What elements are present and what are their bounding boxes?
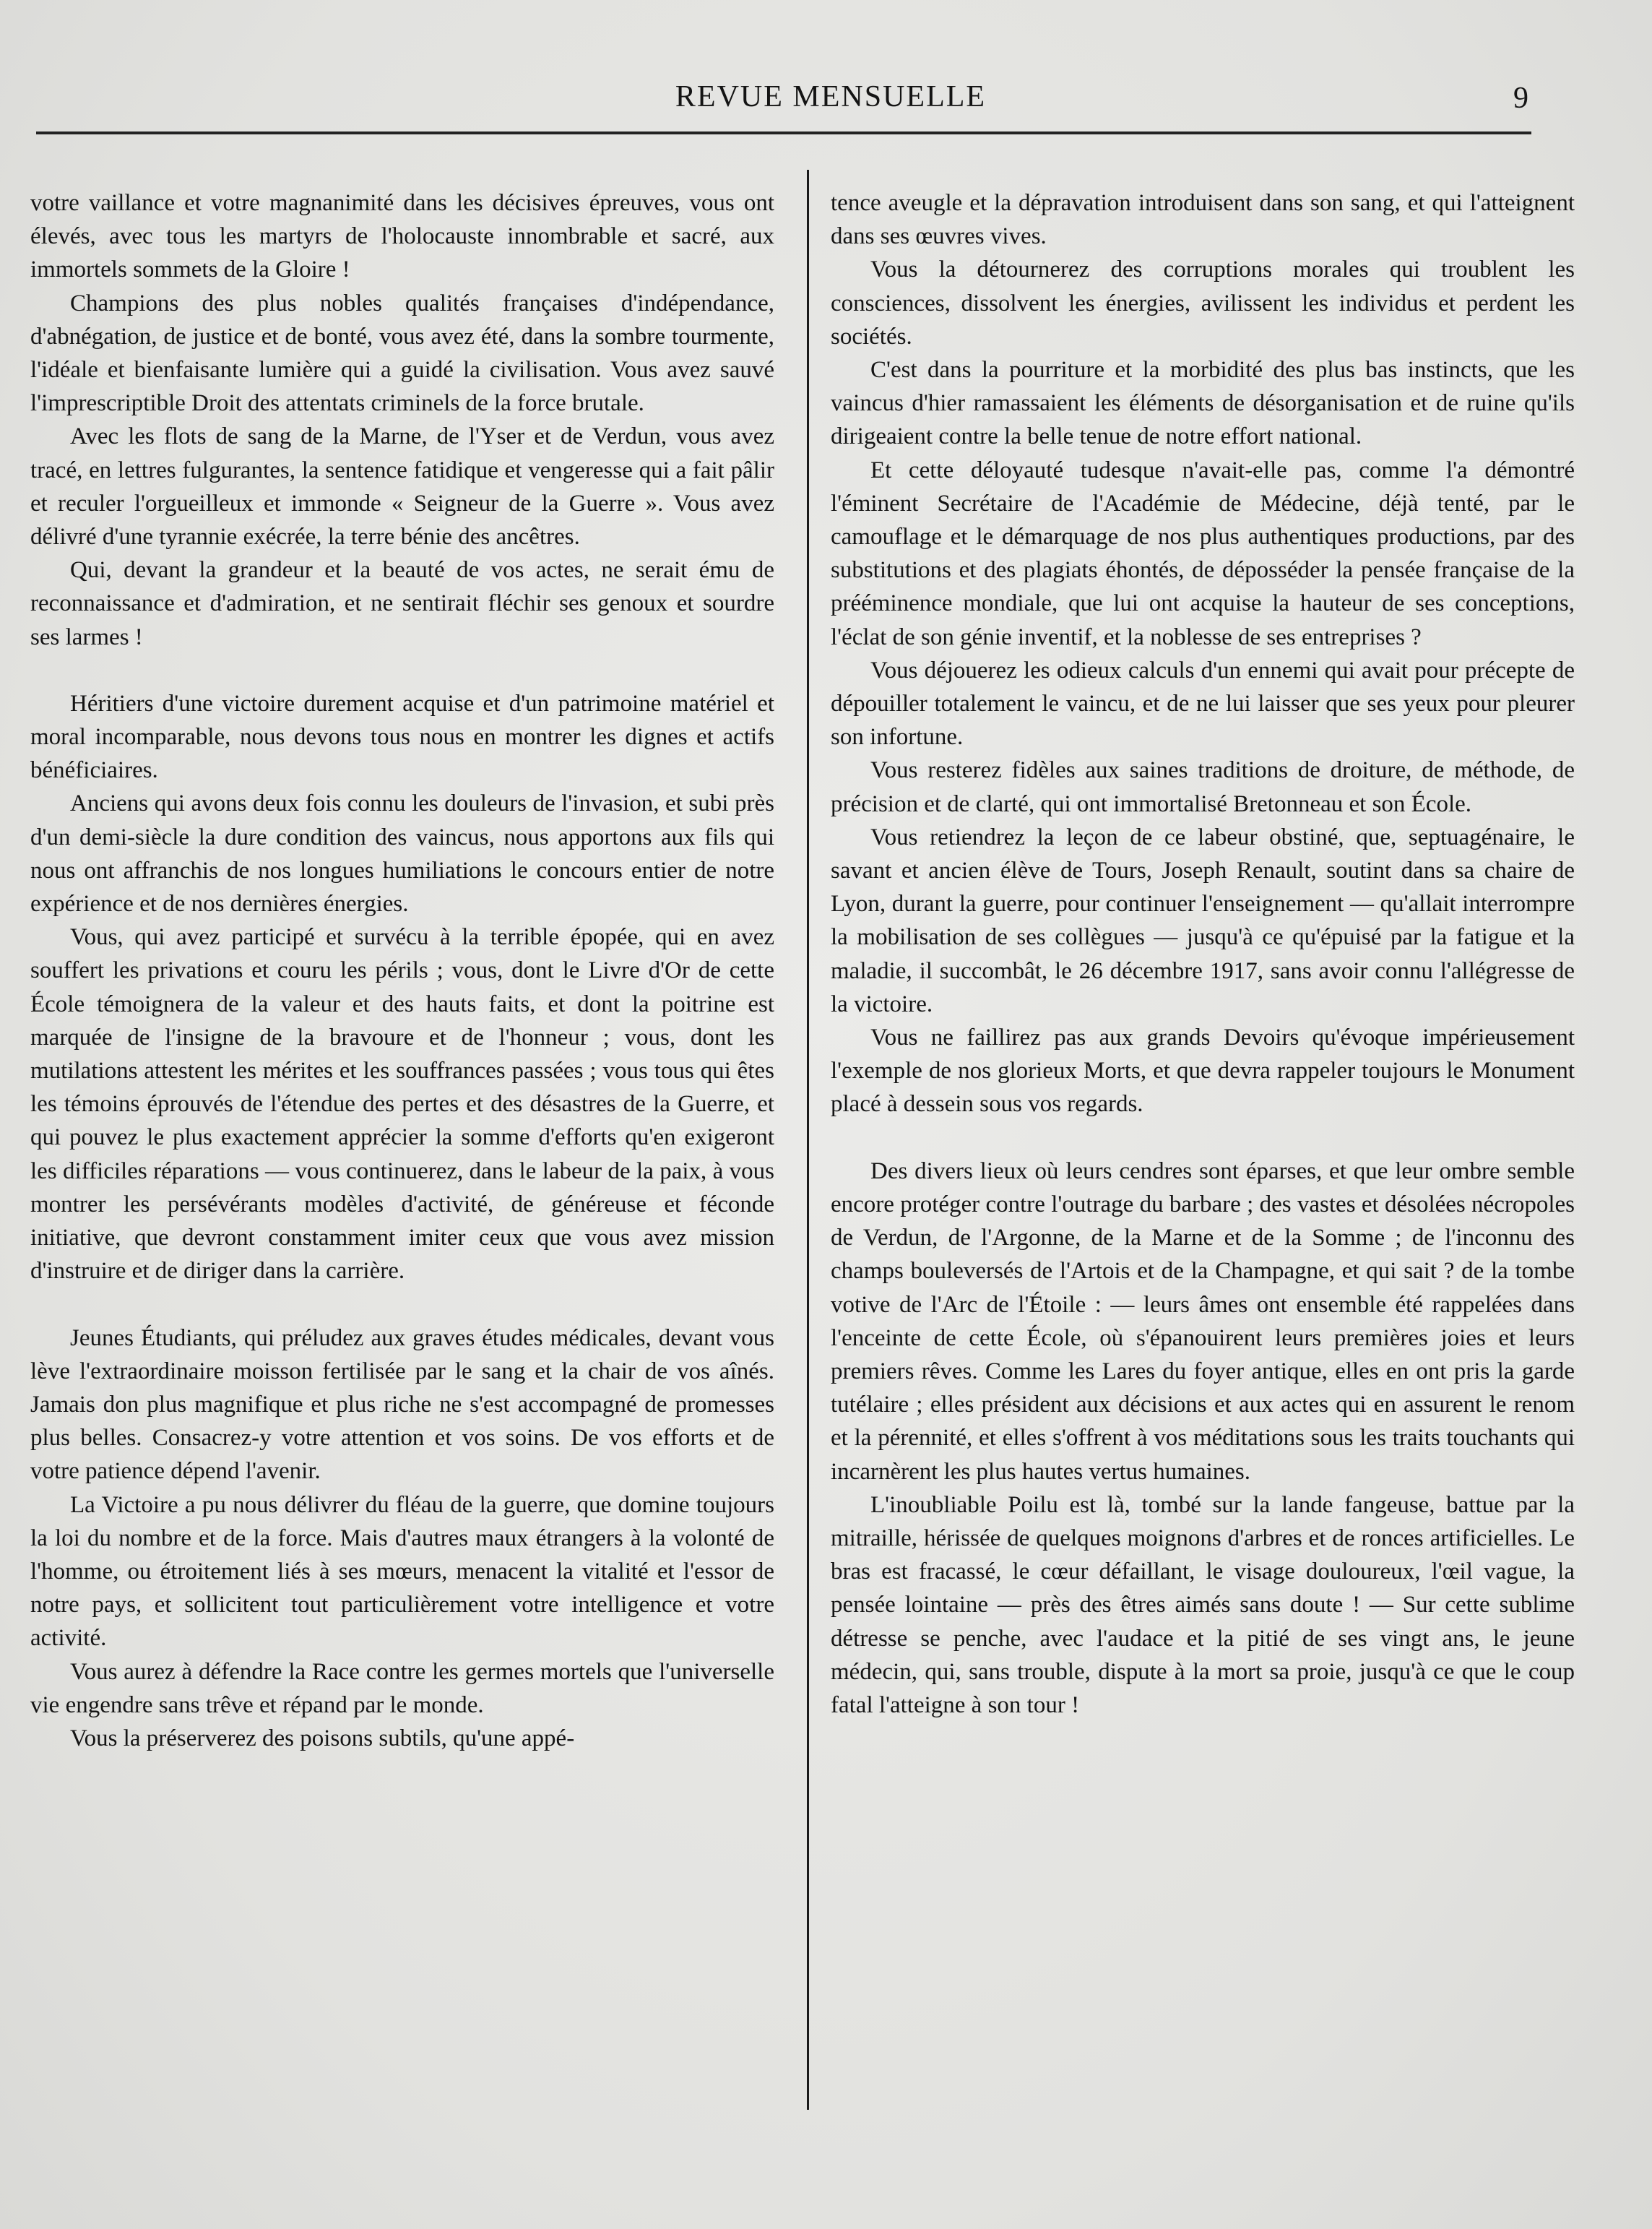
- running-title: REVUE MENSUELLE: [675, 80, 987, 113]
- paragraph: Vous la préserverez des poisons subtils, qu'une appé-: [70, 1725, 575, 1751]
- header-rule: [36, 132, 1531, 134]
- paragraph: Héritiers d'une victoire durement acquise et d'un patrimoine matériel et moral incomparable, nous devons tous nous en montrer les dignes et actifs bénéficiaires.: [30, 690, 774, 784]
- paragraph: Vous déjouerez les odieux calculs d'un ennemi qui avait pour précepte de dépouiller totalement le vaincu, et de ne lui laisser que ses yeux pour pleurer son infortune.: [831, 657, 1575, 751]
- paragraph: Champions des plus nobles qualités françaises d'indépendance, d'abnégation, de justice et de bonté, vous avez été, dans la sombre tourmente, l'idéale et bienfaisante lumière qui a guidé la civilisation. Vous avez sauvé l'imprescriptible Droit des attentats criminels de la force brutale.: [30, 290, 774, 417]
- paragraph: Vous ne faillirez pas aux grands Devoirs qu'évoque impérieusement l'exemple de nos glorieux Morts, et que devra rappeler toujours le Monument placé à dessein sous vos regards.: [831, 1025, 1575, 1118]
- section-gap: [831, 1121, 1575, 1155]
- paragraph: Qui, devant la grandeur et la beauté de vos actes, ne serait ému de reconnaissance et d'admiration, et ne sentirait fléchir ses genoux et sourdre ses larmes !: [30, 557, 774, 650]
- section-gap: [30, 654, 774, 687]
- paragraph: Avec les flots de sang de la Marne, de l'Yser et de Verdun, vous avez tracé, en lettres fulgurantes, la sentence fatidique et vengeresse qui a fait pâlir et reculer l'orgueilleux et immonde « Seigneur de la Guerre ». Vous avez délivré d'une tyrannie exécrée, la terre bénie des ancêtres.: [30, 423, 774, 551]
- section-gap: [30, 1288, 774, 1322]
- right-column: [831, 186, 1575, 1722]
- column-divider: [807, 170, 809, 2110]
- paragraph: Vous aurez à défendre la Race contre les germes mortels que l'universelle vie engendre sans trêve et répand par le monde.: [30, 1658, 774, 1718]
- left-column: [30, 186, 774, 1755]
- page-number: 9: [1513, 82, 1528, 115]
- paragraph: Vous la détournerez des corruptions morales qui troublent les consciences, dissolvent les énergies, avilissent les individus et perdent les sociétés.: [831, 256, 1575, 350]
- paragraph: Vous resterez fidèles aux saines traditions de droiture, de méthode, de précision et de clarté, qui ont immortalisé Bretonneau et son École.: [831, 757, 1575, 817]
- paragraph: Vous, qui avez participé et survécu à la terrible épopée, qui en avez souffert les privations et couru les périls ; vous, dont le Livre d'Or de cette École témoignera de la valeur et des hauts faits, et dont la poitrine est marquée de l'insigne de la bravoure et de l'honneur ; vous, dont les mutilations attestent les mérites et les souffrances passées ; vous tous qui êtes les témoins éprouvés de l'étendue des pertes et des désastres de la Guerre, et qui pouvez le plus exactement apprécier la somme d'efforts qu'en exigeront les difficiles réparations — vous continuerez, dans le labeur de la paix, à vous montrer les persévérants modèles d'activité, de généreuse et féconde initiative, que devront constamment imiter ceux que vous avez mission d'instruire et de diriger dans la carrière.: [30, 924, 774, 1285]
- paragraph: votre vaillance et votre magnanimité dans les décisives épreuves, vous ont élevés, avec tous les martyrs de l'holocauste innombrable et sacré, aux immortels sommets de la Gloire !: [30, 190, 774, 283]
- paragraph: Jeunes Étudiants, qui préludez aux graves études médicales, devant vous lève l'extraordinaire moisson fertilisée par le sang et la chair de vos aînés. Jamais don plus magnifique et plus riche ne s'est accompagné de promesses plus belles. Consacrez-y votre attention et vos soins. De vos efforts et de votre patience dépend l'avenir.: [30, 1324, 774, 1485]
- paragraph: Et cette déloyauté tudesque n'avait-elle pas, comme l'a démontré l'éminent Secrétaire de l'Académie de Médecine, déjà tenté, par le camouflage et le démarquage de nos plus authentiques productions, par des substitutions et des plagiats éhontés, de déposséder la pensée française de la prééminence mondiale, que lui ont acquise la hauteur de ses conceptions, l'éclat de son génie inventif, et la noblesse de ses entreprises ?: [831, 457, 1575, 650]
- paragraph: Des divers lieux où leurs cendres sont éparses, et que leur ombre semble encore protéger contre l'outrage du barbare ; des vastes et désolées nécropoles de Verdun, de l'Argonne, de la Marne et de la Somme ; de l'inconnu des champs bouleversés de l'Artois et de la Champagne, et qui sait ? de la tombe votive de l'Arc de l'Étoile : — leurs âmes ont ensemble été rappelées dans l'enceinte de cette École, où s'épanouirent leurs premières joies et leurs premiers rêves. Comme les Lares du foyer antique, elles en ont pris la garde tutélaire ; elles président aux décisions et aux actes qui en assurent le renom et la pérennité, et elles s'offrent à vos méditations sous les traits touchants qui incarnèrent les plus hautes vertus humaines.: [831, 1157, 1575, 1485]
- paragraph: C'est dans la pourriture et la morbidité des plus bas instincts, que les vaincus d'hier ramassaient les éléments de désorganisation et de ruine qu'ils dirigeaient contre la belle tenue de notre effort national.: [831, 357, 1575, 450]
- paragraph: La Victoire a pu nous délivrer du fléau de la guerre, que domine toujours la loi du nombre et de la force. Mais d'autres maux étrangers à la volonté de l'homme, ou étroitement liés à ses mœurs, menacent la vitalité et l'essor de notre pays, et sollicitent tout particulièrement votre intelligence et votre activité.: [30, 1491, 774, 1652]
- paragraph: Anciens qui avons deux fois connu les douleurs de l'invasion, et subi près d'un demi-siècle la dure condition des vaincus, nous apportons aux fils qui nous ont affranchis de nos longues humiliations le concours entier de notre expérience et de nos dernières énergies.: [30, 790, 774, 918]
- paragraph: Vous retiendrez la leçon de ce labeur obstiné, que, septuagénaire, le savant et ancien élève de Tours, Joseph Renault, soutint dans sa chaire de Lyon, durant la guerre, pour continuer l'enseignement — qu'allait interrompre la mobilisation de ses collègues — jusqu'à ce qu'épuisé par la fatigue et la maladie, il succombât, le 26 décembre 1917, sans avoir connu l'allégresse de la victoire.: [831, 824, 1575, 1017]
- paragraph: tence aveugle et la dépravation introduisent dans son sang, et qui l'atteignent dans ses œuvres vives.: [831, 190, 1575, 250]
- paragraph: L'inoubliable Poilu est là, tombé sur la lande fangeuse, battue par la mitraille, hérissée de quelques moignons d'arbres et de ronces artificielles. Le bras est fracassé, le cœur défaillant, le visage douloureux, l'œil vague, la pensée lointaine — près des êtres aimés sans doute ! — Sur cette sublime détresse se penche, avec l'audace et la pitié de ses vingt ans, le jeune médecin, qui, sans trouble, dispute à la mort sa proie, jusqu'à ce que le coup fatal l'atteigne à son tour !: [831, 1491, 1575, 1718]
